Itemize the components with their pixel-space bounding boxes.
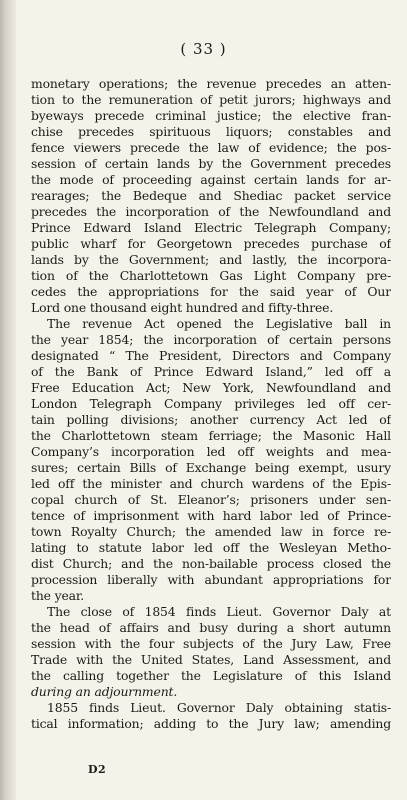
text-line: London Telegraph Company privileges led off cer- (31, 396, 391, 411)
text-line: sures; certain Bills of Exchange being exempt, usury (31, 460, 391, 475)
text-line: of the Bank of Prince Edward Island,” led off a (31, 364, 391, 379)
page-number: ( 33 ) (180, 40, 227, 58)
text-line: cedes the appropriations for the said year of Our (31, 284, 391, 299)
text-line: copal church of St. Eleanor’s; prisoners under sen- (31, 492, 391, 507)
text-line: Prince Edward Island Electric Telegraph Company; (31, 220, 391, 235)
paragraph-3 (31, 604, 391, 700)
text-line: the mode of proceeding against certain lands for ar- (31, 172, 391, 187)
text-line: tain polling divisions; another currency Act led of (31, 412, 391, 427)
text-line: Company’s incorporation led off weights and mea- (31, 444, 391, 459)
text-line: The close of 1854 finds Lieut. Governor Daly at (47, 604, 391, 619)
text-line: session of certain lands by the Government precedes (31, 156, 391, 171)
text-line: tion to the remuneration of petit jurors; highways and (31, 92, 391, 107)
text-line: lands by the Government; and lastly, the incorpora- (31, 252, 391, 267)
text-line: chise precedes spirituous liquors; constables and (31, 124, 391, 139)
text-line: The revenue Act opened the Legislative ball in (47, 316, 391, 331)
text-line: Free Education Act; New York, Newfoundland and (31, 380, 391, 395)
printer-signature-mark: D2 (88, 763, 107, 776)
text-line: designated “ The President, Directors and Company (31, 348, 391, 363)
text-line: the head of affairs and busy during a short autumn (31, 620, 391, 635)
text-line: the Charlottetown steam ferriage; the Masonic Hall (31, 428, 391, 443)
paragraph-1 (31, 76, 391, 316)
text-line: tion of the Charlottetown Gas Light Company pre- (31, 268, 391, 283)
text-line: the year 1854; the incorporation of certain persons (31, 332, 391, 347)
text-line: lating to statute labor led off the Wesleyan Metho- (31, 540, 391, 555)
text-line: town Royalty Church; the amended law in force re- (31, 524, 391, 539)
text-line: dist Church; and the non-bailable process closed the (31, 556, 391, 571)
text-line: monetary operations; the revenue precedes an atten- (31, 76, 391, 91)
text-line: precedes the incorporation of the Newfoundland and (31, 204, 391, 219)
text-line: public wharf for Georgetown precedes purchase of (31, 236, 391, 251)
text-line: Lord one thousand eight hundred and fifty-three. (31, 300, 334, 315)
text-line: led off the minister and church wardens of the Epis- (31, 476, 391, 491)
text-line: tical information; adding to the Jury law; amending (31, 716, 391, 731)
text-line: rearages; the Bedeque and Shediac packet service (31, 188, 391, 203)
page-gutter-shadow (0, 0, 16, 800)
text-line: byeways precede criminal justice; the elective fran- (31, 108, 391, 123)
text-line: fence viewers precede the law of evidence; the pos- (31, 140, 391, 155)
body-text (31, 76, 391, 732)
paragraph-2 (31, 316, 391, 604)
paragraph-4 (31, 700, 391, 732)
text-line: the year. (31, 588, 85, 603)
text-line-italic: during an adjournment. (31, 684, 178, 699)
text-line: tence of imprisonment with hard labor led of Prince- (31, 508, 391, 523)
text-line: 1855 finds Lieut. Governor Daly obtaining statis- (47, 700, 391, 715)
text-line: procession liberally with abundant appropriations for (31, 572, 391, 587)
text-line: session with the four subjects of the Jury Law, Free (31, 636, 391, 651)
text-line: Trade with the United States, Land Assessment, and (31, 652, 391, 667)
text-line: the calling together the Legislature of this Island (31, 668, 391, 683)
